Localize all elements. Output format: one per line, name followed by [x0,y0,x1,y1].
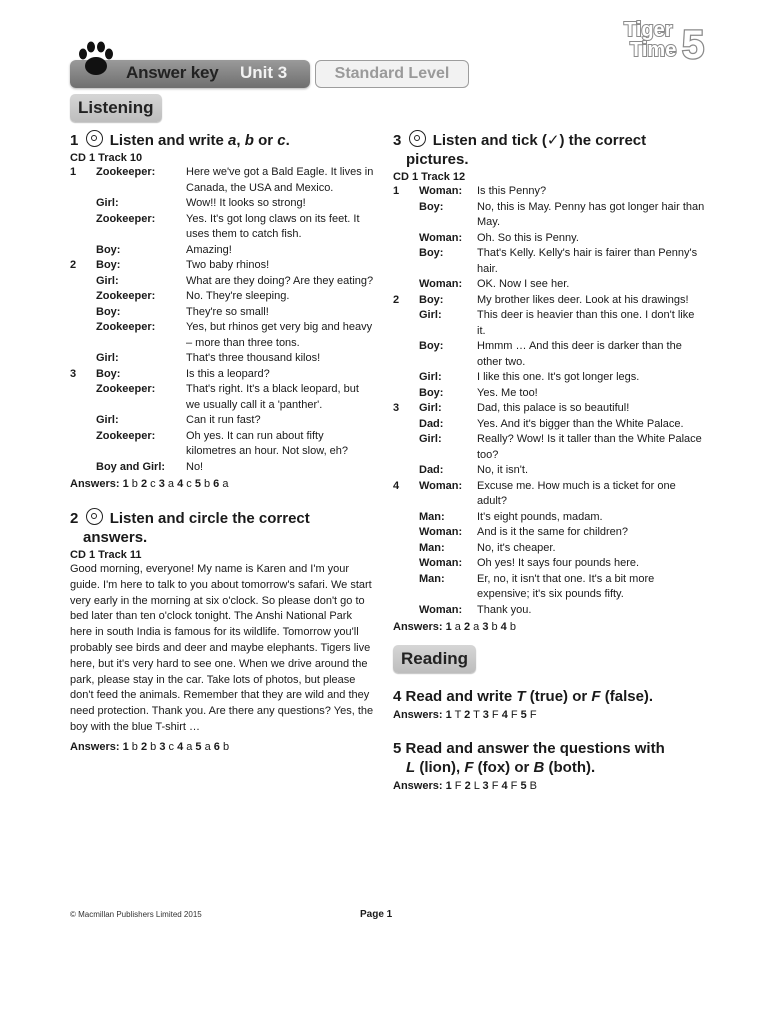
dialogue-line [393,479,705,510]
speaker: Zookeeper: [96,212,156,225]
q3-answers [393,621,705,633]
header-title: Answer key [126,63,219,82]
q1-track: CD 1 Track 10 [70,152,143,164]
answer-value: a [164,478,178,490]
answer-value: a [451,621,464,633]
speaker: Girl: [419,371,442,383]
line-number [393,277,419,293]
answer-number: 4 [500,621,507,633]
line-number [393,463,419,479]
line-number [393,556,419,572]
answer-number: 3 [482,780,489,792]
q3-line2: pictures. [406,151,469,168]
line-number [70,212,96,243]
line-number [393,200,419,231]
q5-answers-label: Answers: [393,780,443,792]
logo-number: 5 [682,23,705,64]
line-number: 1 [70,166,77,178]
answer-number: 3 [159,740,166,753]
q1-answer-values [123,478,229,490]
speaker: Boy: [419,386,444,399]
q4-f: F [591,688,601,705]
line-text: That's right. It's a black leopard, but we usually call it a 'panther'. [186,383,359,411]
line-number [70,289,96,305]
answer-value: F [488,709,502,721]
line-number [393,339,419,370]
answer-number: 2 [140,478,148,490]
dialogue-line [70,320,376,351]
dialogue-line [393,541,705,557]
line-text: No, it's cheaper. [477,541,556,554]
answer-number: 3 [158,478,165,490]
answer-value: b [219,740,230,753]
line-number: 4 [393,479,400,492]
answer-number: 5 [520,780,527,792]
answer-value: F [507,780,521,792]
answer-value: a [183,740,196,753]
answer-number: 6 [213,478,220,490]
line-text: Wow!! It looks so strong! [186,197,306,209]
answer-number: 1 [445,621,452,633]
line-text: That's Kelly. Kelly's hair is fairer than Penny's hair. [477,247,698,275]
q2-track: CD 1 Track 11 [70,549,142,561]
speaker: Woman: [419,278,463,290]
q5-l: L [406,759,416,776]
answer-value: T [451,709,465,721]
line-number [393,603,419,619]
speaker: Zookeeper: [96,166,156,178]
dialogue-line [70,243,376,259]
dialogue-line [70,351,376,367]
line-text: Can it run fast? [186,414,261,426]
q1-text: Listen and write [109,132,229,149]
line-text: They're so small! [186,305,269,318]
speaker: Woman: [419,526,463,538]
speaker: Zookeeper: [96,429,156,442]
line-number [393,246,419,277]
answer-value: b [147,740,160,753]
speaker: Dad: [419,464,444,476]
q3-number: 3 [393,132,402,149]
dialogue-line [393,386,705,402]
line-number [393,572,419,603]
q5-f: F [464,759,474,776]
line-text: I like this one. It's got longer legs. [477,371,640,383]
line-text: Yes, but rhinos get very big and heavy – more than three tons. [186,321,373,349]
line-text: My brother likes deer. Look at his drawings! [477,293,689,306]
q5-line1: Read and answer the questions with [405,740,665,757]
answer-value: F [451,780,465,792]
q2-transcript: Good morning, everyone! My name is Karen and I'm your guide. I'm here to talk to you about tomorrow's safari. We start very early in the morning at six o'clock. So please don't go to bed later than ten o'clock tonight. The Anshi National Park here in south India is famous for its wildlife. Tomorrow you'll probably see birds and deer and maybe elephants. Tigers live here, but it's very hard to see one. When we drive around the park, please stay in the car. Take lots of photos, but please don't feed the animals. Remember that they are wild and they need protection. Thank you. Are there any questions? Yes, the boy with the blue T-shirt … [70,563,374,733]
line-text: Really? Wow! Is it taller than the White Palace too? [477,433,702,461]
speaker: Woman: [419,479,463,492]
q2-number: 2 [70,510,79,527]
speaker: Man: [419,510,445,523]
line-number [70,429,96,460]
line-number: 2 [393,293,400,306]
speaker: Woman: [419,603,463,616]
line-number [393,370,419,386]
answer-value: T [470,709,483,721]
line-text: No! [186,460,204,473]
speaker: Zookeeper: [96,290,156,302]
page-number: Page 1 [360,909,393,920]
cd-icon [409,130,426,147]
dialogue-line [393,463,705,479]
q4-number: 4 [393,688,402,705]
speaker: Girl: [419,309,442,321]
level-badge: Standard Level [315,60,469,88]
speaker: Boy: [96,243,121,256]
q4-answers [393,709,705,721]
q5-answers [393,780,705,792]
line-number [70,320,96,351]
speaker: Boy: [96,305,121,318]
line-text: Here we've got a Bald Eagle. It lives in Canada, the USA and Mexico. [186,166,374,194]
speaker: Girl: [96,274,119,287]
answer-number: 5 [195,740,202,753]
q2-line1: Listen and circle the correct [109,510,310,527]
line-text: It's eight pounds, madam. [477,510,603,523]
line-number [70,274,96,290]
dialogue-line [70,212,376,243]
answer-number: 2 [464,709,471,721]
answer-value: a [219,478,229,490]
line-number [70,243,96,259]
logo-line1: Tiger [624,19,673,41]
line-text: Is this a leopard? [186,367,270,380]
q1-answers-label: Answers: [70,478,120,490]
q4-text-b: (true) or [525,688,592,705]
q5-answer-values [446,780,537,792]
answer-number: 5 [194,478,201,490]
line-text: That's three thousand kilos! [186,352,321,364]
speaker: Boy: [419,340,444,352]
dialogue-line [393,432,705,463]
line-number: 3 [70,367,77,380]
line-text: No, it isn't. [477,464,529,476]
dialogue-line [393,572,705,603]
dialogue-line [393,525,705,541]
line-number [393,308,419,339]
q1-dialogue [70,165,376,475]
q4-text-a: Read and write [405,688,517,705]
answer-value: L [470,780,483,792]
line-number [393,432,419,463]
speaker: Boy: [419,293,444,306]
answer-value: c [165,740,178,753]
answer-value: b [128,740,141,753]
answer-number: 4 [501,709,508,721]
answer-value: b [128,478,141,490]
logo-line2: Time [630,39,677,61]
line-number [393,541,419,557]
q3-answers-label: Answers: [393,621,443,633]
q5-number: 5 [393,740,402,757]
speaker: Girl: [96,197,119,209]
dialogue-line [393,556,705,572]
q5-b-text: (both). [544,759,596,776]
dialogue-line [393,200,705,231]
q5-l-text: (lion), [415,759,465,776]
q4-heading [393,687,705,706]
dialogue-line [393,417,705,433]
q2-answer-values [123,741,230,753]
speaker: Dad: [419,417,444,430]
dialogue-line [70,305,376,321]
answer-number: 5 [520,709,527,721]
q5-line2 [393,758,705,777]
answer-number: 2 [140,740,148,753]
q3-heading [393,130,705,169]
line-number [393,417,419,433]
answer-number: 1 [122,740,129,753]
line-text: Oh yes. It can run about fifty kilometres an hour. Not slow, eh? [186,429,349,457]
line-text: OK. Now I see her. [477,278,570,290]
cd-icon [86,130,103,147]
q2-answers [70,741,376,753]
line-text: Is this Penny? [477,185,547,197]
q1-heading: 1 Listen and write a, b or c. [70,132,290,149]
dialogue-line [393,339,705,370]
q4-text-c: (false). [600,688,654,705]
left-column [70,130,376,753]
speaker: Girl: [419,433,442,445]
speaker: Boy and Girl: [96,460,166,473]
answer-number: 4 [177,478,184,490]
q1-letter-c: c [277,132,286,149]
line-number: 1 [393,185,400,197]
paw-icon [74,38,118,82]
line-number [70,305,96,321]
dialogue-line [70,289,376,305]
answer-value: b [488,621,501,633]
answer-value: a [470,621,483,633]
answer-value: c [147,478,159,490]
q4-answers-label: Answers: [393,709,443,721]
q1-letter-a: a [228,132,237,149]
section-reading: Reading [393,645,476,673]
q2-answers-label: Answers: [70,740,120,753]
line-number [70,382,96,413]
q5-b: B [533,759,545,776]
q2-line2: answers. [83,529,148,546]
dialogue-line [70,258,376,274]
answer-number: 1 [122,478,129,490]
answer-number: 4 [177,740,184,753]
line-text: Yes. It's got long claws on its feet. It uses them to catch fish. [186,212,360,240]
dialogue-line [70,367,376,383]
q3-track: CD 1 Track 12 [393,171,466,183]
answer-number: 1 [445,709,452,721]
line-text: Er, no, it isn't that one. It's a bit more expensive; it's six pounds fifty. [477,572,655,600]
q1-letter-b: b [244,132,254,149]
section-listening: Listening [70,94,162,122]
header-unit: Unit 3 [240,63,288,82]
dialogue-line [70,460,376,476]
line-text: Amazing! [186,243,232,256]
line-number [70,351,96,367]
line-text: Two baby rhinos! [186,259,270,271]
dialogue-line [70,274,376,290]
q3-answer-values [446,621,516,633]
answer-value: F [488,780,502,792]
line-number: 2 [70,259,77,271]
line-text: Oh. So this is Penny. [477,231,579,244]
answer-number: 6 [213,740,220,753]
dialogue-line [393,401,705,417]
speaker: Boy: [419,200,444,213]
line-text: Oh yes! It says four pounds here. [477,557,640,569]
tiger-time-logo [620,14,716,64]
answer-number: 3 [482,621,489,633]
speaker: Zookeeper: [96,321,156,333]
line-text: What are they doing? Are they eating? [186,274,374,287]
line-number [393,510,419,526]
speaker: Boy: [96,367,121,380]
answer-value: b [506,621,516,633]
q5-heading [393,739,705,777]
answer-number: 4 [501,780,508,792]
speaker: Man: [419,572,445,585]
q1-number: 1 [70,132,79,149]
dialogue-line [393,603,705,619]
line-number [393,231,419,247]
right-column [393,130,705,792]
dialogue-line [393,308,705,339]
q3-line1: Listen and tick (✓) the correct [432,132,647,149]
answer-value: c [183,478,195,490]
line-text: Excuse me. How much is a ticket for one adult? [477,479,676,507]
speaker: Woman: [419,185,463,197]
answer-number: 1 [445,780,452,792]
line-text: And is it the same for children? [477,526,629,538]
line-text: No. They're sleeping. [186,290,290,302]
line-number: 3 [393,402,400,414]
speaker: Boy: [96,259,121,271]
line-number [393,525,419,541]
answer-value: b [200,478,214,490]
line-text: No, this is May. Penny has got longer hair than May. [477,200,705,228]
answer-number: 2 [463,621,471,633]
speaker: Woman: [419,231,463,244]
speaker: Man: [419,541,445,554]
line-number [70,460,96,476]
speaker: Girl: [96,414,119,426]
speaker: Zookeeper: [96,383,156,395]
q4-t: T [516,688,526,705]
speaker: Girl: [419,402,442,414]
dialogue-line [393,246,705,277]
line-text: Yes. Me too! [477,386,538,399]
speaker: Woman: [419,557,463,569]
answer-number: 2 [464,780,471,792]
line-text: Yes. And it's bigger than the White Palace. [477,417,684,430]
footer-copyright: © Macmillan Publishers Limited 2015 [70,910,202,919]
line-text: Thank you. [477,603,532,616]
line-number [70,413,96,429]
dialogue-line [70,382,376,413]
dialogue-line [70,413,376,429]
answer-value: B [526,780,537,792]
line-number [393,386,419,402]
q4-answer-values [446,709,537,721]
line-text: Hmmm … And this deer is darker than the other two. [477,340,682,368]
q5-f-text: (fox) or [473,759,534,776]
dialogue-line [393,293,705,309]
line-text: Dad, this palace is so beautiful! [477,402,630,414]
dialogue-line [393,370,705,386]
q2-heading [70,508,376,547]
answer-value: a [201,740,214,753]
answer-value: F [507,709,521,721]
line-number [70,196,96,212]
dialogue-line [70,196,376,212]
dialogue-line [393,231,705,247]
speaker: Girl: [96,352,119,364]
q1-answers [70,478,376,490]
speaker: Boy: [419,247,444,259]
dialogue-line [393,277,705,293]
dialogue-line [393,510,705,526]
dialogue-line [70,165,376,196]
dialogue-line [70,429,376,460]
line-text: This deer is heavier than this one. I don't like it. [477,309,695,337]
dialogue-line [393,184,705,200]
cd-icon [86,508,103,525]
answer-number: 3 [482,709,489,721]
answer-value: F [526,709,537,721]
q3-dialogue [393,184,705,618]
